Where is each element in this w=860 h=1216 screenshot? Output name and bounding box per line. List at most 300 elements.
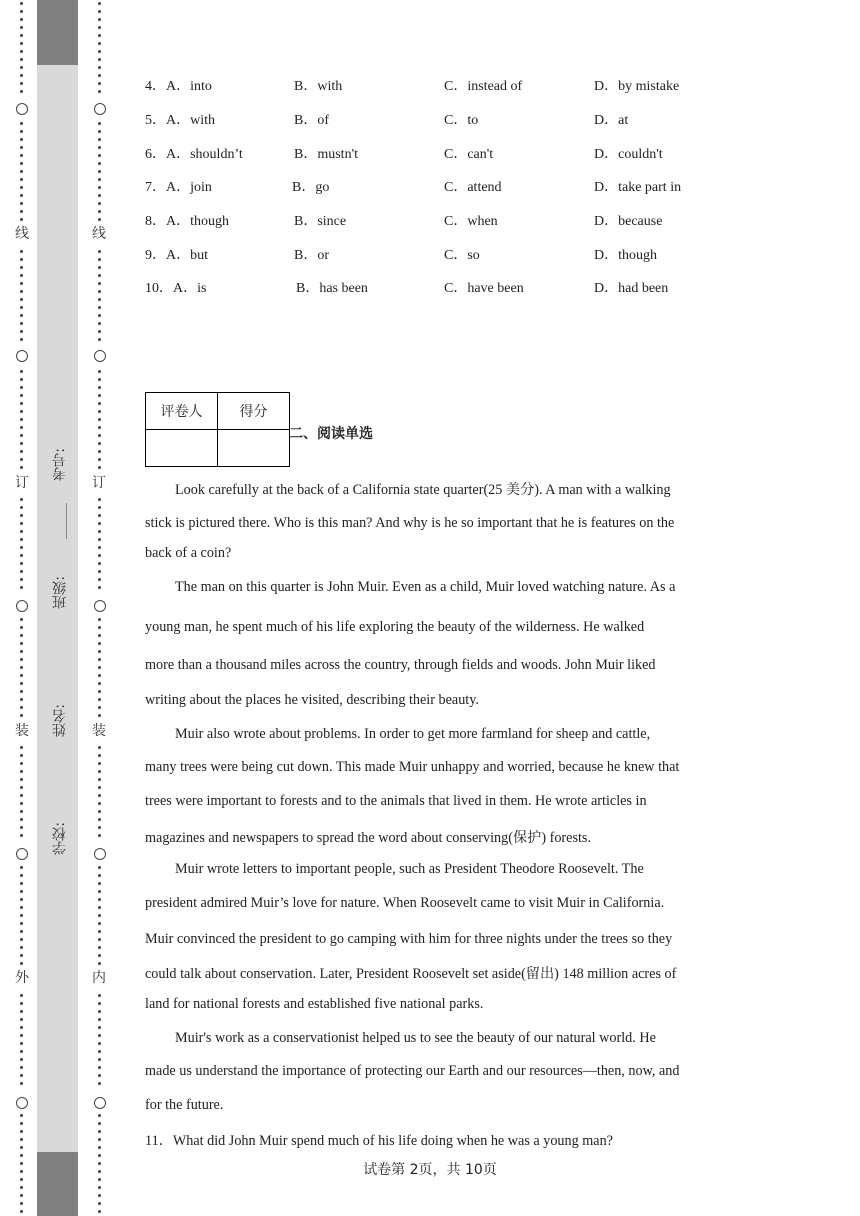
outer-margin-dot bbox=[20, 826, 23, 829]
outer-margin-dot bbox=[20, 810, 23, 813]
outer-margin-dot bbox=[20, 186, 23, 189]
outer-margin-dot bbox=[20, 498, 23, 501]
inner-margin-dot bbox=[98, 546, 101, 549]
outer-margin-dot bbox=[20, 218, 23, 221]
option-b: B．go bbox=[292, 180, 330, 195]
inner-margin-dot bbox=[98, 458, 101, 461]
option-row-5 bbox=[145, 109, 745, 129]
outer-margin-dot bbox=[20, 946, 23, 949]
inner-margin-dot bbox=[98, 218, 101, 221]
inner-margin-dot bbox=[98, 258, 101, 261]
passage-line: Muir's work as a conservationist helped us to see the beauty of our natural world. He bbox=[175, 1030, 656, 1046]
option-d: D．take part in bbox=[594, 180, 682, 195]
outer-margin-dot bbox=[20, 74, 23, 77]
passage-line: more than a thousand miles across the country, through fields and woods. John Muir liked bbox=[145, 657, 656, 673]
inner-margin-dot bbox=[98, 266, 101, 269]
inner-margin-dot bbox=[98, 898, 101, 901]
outer-margin-dot bbox=[20, 282, 23, 285]
inner-margin-dot bbox=[98, 802, 101, 805]
inner-margin-dot bbox=[98, 682, 101, 685]
inner-margin-dot bbox=[98, 770, 101, 773]
outer-margin-dot bbox=[20, 618, 23, 621]
option-b: B．of bbox=[294, 113, 329, 128]
inner-margin-dot bbox=[98, 274, 101, 277]
passage-line: for the future. bbox=[145, 1097, 224, 1113]
inner-margin-dot bbox=[98, 154, 101, 157]
outer-margin-dot bbox=[20, 1146, 23, 1149]
inner-margin-dot bbox=[98, 1034, 101, 1037]
inner-margin-dot bbox=[98, 938, 101, 941]
outer-margin-dot bbox=[20, 706, 23, 709]
passage-line: writing about the places he visited, describing their beauty. bbox=[145, 692, 479, 708]
inner-margin-dot bbox=[98, 1178, 101, 1181]
inner-margin-dot bbox=[98, 746, 101, 749]
outer-margin-dot bbox=[20, 1202, 23, 1205]
inner-margin-dot bbox=[98, 18, 101, 21]
inner-margin-dot bbox=[98, 562, 101, 565]
inner-margin-dot bbox=[98, 674, 101, 677]
option-row-7 bbox=[145, 176, 745, 196]
inner-margin-dot bbox=[98, 890, 101, 893]
option-c: C．have been bbox=[444, 281, 524, 296]
outer-margin-dot bbox=[20, 1138, 23, 1141]
inner-margin-dot bbox=[98, 290, 101, 293]
inner-margin-dot bbox=[98, 1194, 101, 1197]
outer-margin-dot bbox=[20, 642, 23, 645]
outer-margin-dot bbox=[20, 170, 23, 173]
outer-margin-dot bbox=[20, 1026, 23, 1029]
inner-margin-dot bbox=[98, 74, 101, 77]
option-a: 8．A．though bbox=[145, 214, 229, 229]
inner-margin-dot bbox=[98, 330, 101, 333]
outer-margin-dot bbox=[20, 1186, 23, 1189]
inner-margin-dot bbox=[98, 634, 101, 637]
outer-margin-dot bbox=[20, 290, 23, 293]
inner-margin-dot bbox=[98, 1210, 101, 1213]
option-b: B．mustn't bbox=[294, 147, 358, 162]
page-footer: 试卷第 2页，共 10页 bbox=[363, 1162, 497, 1178]
outer-margin-dot bbox=[20, 378, 23, 381]
inner-margin-dot bbox=[98, 922, 101, 925]
field-label-school: 学校: bbox=[52, 822, 68, 855]
inner-margin-dot bbox=[98, 442, 101, 445]
passage-line: could talk about conservation. Later, President Roosevelt set aside(留出) 148 million acres of bbox=[145, 966, 677, 982]
inner-margin-dot bbox=[98, 498, 101, 501]
inner-margin-dot bbox=[98, 578, 101, 581]
outer-margin-dot bbox=[20, 458, 23, 461]
inner-margin-dot bbox=[98, 1042, 101, 1045]
inner-margin-dot bbox=[98, 42, 101, 45]
outer-margin-dot bbox=[20, 1002, 23, 1005]
outer-margin-dot bbox=[20, 298, 23, 301]
inner-margin-dot bbox=[98, 762, 101, 765]
outer-margin-char-wai: 外 bbox=[15, 970, 29, 986]
outer-margin-dot bbox=[20, 258, 23, 261]
inner-margin-dot bbox=[98, 1066, 101, 1069]
option-row-10 bbox=[145, 277, 745, 297]
outer-margin-dot bbox=[20, 58, 23, 61]
passage-line: Muir wrote letters to important people, such as President Theodore Roosevelt. The bbox=[175, 861, 644, 877]
inner-margin-dot bbox=[98, 1026, 101, 1029]
option-a: 9．A．but bbox=[145, 248, 208, 263]
outer-margin-dot bbox=[20, 306, 23, 309]
passage-line: Look carefully at the back of a California state quarter(25 美分). A man with a walking bbox=[175, 482, 671, 498]
inner-margin-dot bbox=[98, 754, 101, 757]
outer-margin-dot bbox=[20, 778, 23, 781]
passage-line: many trees were being cut down. This made Muir unhappy and worried, because he knew that bbox=[145, 759, 680, 775]
outer-margin-dot bbox=[20, 1050, 23, 1053]
option-a: 6．A．shouldn’t bbox=[145, 147, 243, 162]
inner-margin-dot bbox=[98, 298, 101, 301]
inner-margin-dot bbox=[98, 522, 101, 525]
outer-margin-dot bbox=[20, 938, 23, 941]
question-11: 11．What did John Muir spend much of his life doing when he was a young man? bbox=[145, 1133, 613, 1149]
passage-line: Muir also wrote about problems. In order to get more farmland for sheep and cattle, bbox=[175, 726, 651, 742]
outer-margin-dot bbox=[20, 1162, 23, 1165]
inner-margin-dot bbox=[98, 210, 101, 213]
inner-margin-dot bbox=[98, 386, 101, 389]
outer-margin-circle bbox=[16, 600, 28, 612]
inner-margin-char-nei: 内 bbox=[92, 970, 106, 986]
inner-margin-dot bbox=[98, 786, 101, 789]
inner-margin-dot bbox=[98, 370, 101, 373]
outer-margin-dot bbox=[20, 370, 23, 373]
inner-margin-dot bbox=[98, 946, 101, 949]
outer-margin-dot bbox=[20, 1114, 23, 1117]
inner-margin-dot bbox=[98, 706, 101, 709]
inner-margin-dot bbox=[98, 866, 101, 869]
outer-margin-dot bbox=[20, 34, 23, 37]
outer-margin-dot bbox=[20, 1154, 23, 1157]
outer-margin-dot bbox=[20, 1042, 23, 1045]
grader-header: 评卷人 bbox=[146, 393, 218, 430]
inner-margin-dot bbox=[98, 954, 101, 957]
outer-margin-dot bbox=[20, 338, 23, 341]
inner-margin-dot bbox=[98, 26, 101, 29]
inner-margin-dot bbox=[98, 1114, 101, 1117]
inner-margin-dot bbox=[98, 570, 101, 573]
passage-line: made us understand the importance of protecting our Earth and our resources—then, now, and bbox=[145, 1063, 680, 1079]
inner-margin-dot bbox=[98, 874, 101, 877]
outer-margin-dot bbox=[20, 26, 23, 29]
inner-margin-dot bbox=[98, 794, 101, 797]
outer-margin-circle bbox=[16, 1097, 28, 1109]
outer-margin-dot bbox=[20, 122, 23, 125]
outer-margin-dot bbox=[20, 1010, 23, 1013]
inner-margin-dot bbox=[98, 834, 101, 837]
outer-margin-circle bbox=[16, 103, 28, 115]
option-c: C．to bbox=[444, 113, 479, 128]
inner-margin-dot bbox=[98, 1170, 101, 1173]
inner-margin-dot bbox=[98, 250, 101, 253]
outer-margin-dot bbox=[20, 570, 23, 573]
grader-cell[interactable] bbox=[146, 430, 218, 467]
outer-margin-dot bbox=[20, 66, 23, 69]
option-d: D．because bbox=[594, 214, 663, 229]
outer-margin-dot bbox=[20, 930, 23, 933]
outer-margin-dot bbox=[20, 914, 23, 917]
outer-margin-dot bbox=[20, 322, 23, 325]
inner-margin-dot bbox=[98, 194, 101, 197]
inner-margin-circle bbox=[94, 600, 106, 612]
option-a: 4．A．into bbox=[145, 79, 212, 94]
outer-margin-dot bbox=[20, 1082, 23, 1085]
passage-line: stick is pictured there. Who is this man? And why is he so important that he is features on the bbox=[145, 515, 675, 531]
option-row-8 bbox=[145, 210, 745, 230]
outer-margin-dot bbox=[20, 922, 23, 925]
outer-margin-dot bbox=[20, 1210, 23, 1213]
inner-margin-dot bbox=[98, 506, 101, 509]
option-a: 10．A．is bbox=[145, 281, 207, 296]
option-d: D．couldn't bbox=[594, 147, 663, 162]
option-row-4 bbox=[145, 75, 745, 95]
field-label-name: 姓名: bbox=[52, 704, 68, 737]
outer-margin-dot bbox=[20, 178, 23, 181]
outer-margin-dot bbox=[20, 514, 23, 517]
inner-margin-dot bbox=[98, 778, 101, 781]
section-title: 二、阅读单选 bbox=[289, 426, 373, 442]
inner-margin-dot bbox=[98, 1186, 101, 1189]
outer-margin-dot bbox=[20, 586, 23, 589]
outer-margin-dot bbox=[20, 626, 23, 629]
inner-margin-dot bbox=[98, 1074, 101, 1077]
inner-margin-dot bbox=[98, 554, 101, 557]
inner-margin-dot bbox=[98, 690, 101, 693]
inner-margin-dot bbox=[98, 450, 101, 453]
outer-margin-dot bbox=[20, 682, 23, 685]
inner-margin-dot bbox=[98, 618, 101, 621]
inner-margin-dot bbox=[98, 1202, 101, 1205]
inner-margin-dot bbox=[98, 1154, 101, 1157]
outer-margin-dot bbox=[20, 90, 23, 93]
score-header: 得分 bbox=[218, 393, 290, 430]
inner-margin-circle bbox=[94, 1097, 106, 1109]
outer-margin-dot bbox=[20, 1034, 23, 1037]
passage-line: trees were important to forests and to the animals that lived in them. He wrote articles in bbox=[145, 793, 647, 809]
inner-margin-dot bbox=[98, 642, 101, 645]
outer-margin-dot bbox=[20, 802, 23, 805]
inner-margin-dot bbox=[98, 90, 101, 93]
outer-margin-dot bbox=[20, 194, 23, 197]
outer-margin-dot bbox=[20, 890, 23, 893]
outer-margin-dot bbox=[20, 418, 23, 421]
inner-margin-dot bbox=[98, 402, 101, 405]
option-c: C．attend bbox=[444, 180, 502, 195]
outer-margin-dot bbox=[20, 690, 23, 693]
outer-margin-dot bbox=[20, 1178, 23, 1181]
inner-margin-dot bbox=[98, 466, 101, 469]
inner-margin-dot bbox=[98, 1050, 101, 1053]
passage-line: back of a coin? bbox=[145, 545, 232, 561]
option-row-6 bbox=[145, 143, 745, 163]
outer-margin-dot bbox=[20, 162, 23, 165]
inner-margin-dot bbox=[98, 810, 101, 813]
inner-margin-dot bbox=[98, 394, 101, 397]
inner-margin-char-xian: 线 bbox=[92, 226, 106, 242]
outer-margin-dot bbox=[20, 546, 23, 549]
inner-margin-dot bbox=[98, 1162, 101, 1165]
outer-margin-dot bbox=[20, 762, 23, 765]
option-c: C．so bbox=[444, 248, 480, 263]
outer-margin-dot bbox=[20, 954, 23, 957]
outer-margin-dot bbox=[20, 10, 23, 13]
outer-margin-dot bbox=[20, 202, 23, 205]
passage-line: Muir convinced the president to go camping with him for three nights under the trees so they bbox=[145, 931, 673, 947]
inner-margin-dot bbox=[98, 882, 101, 885]
inner-margin-dot bbox=[98, 930, 101, 933]
outer-margin-dot bbox=[20, 1130, 23, 1133]
outer-margin-dot bbox=[20, 18, 23, 21]
outer-margin-dot bbox=[20, 130, 23, 133]
inner-margin-dot bbox=[98, 186, 101, 189]
inner-margin-dot bbox=[98, 66, 101, 69]
inner-margin-dot bbox=[98, 1018, 101, 1021]
outer-margin-dot bbox=[20, 266, 23, 269]
outer-margin-dot bbox=[20, 394, 23, 397]
outer-margin-dot bbox=[20, 906, 23, 909]
passage-line: magazines and newspapers to spread the word about conserving(保护) forests. bbox=[145, 830, 591, 846]
outer-margin-dot bbox=[20, 650, 23, 653]
outer-margin-dot bbox=[20, 882, 23, 885]
inner-margin-dot bbox=[98, 10, 101, 13]
inner-margin-dot bbox=[98, 58, 101, 61]
inner-margin-dot bbox=[98, 666, 101, 669]
inner-margin-dot bbox=[98, 418, 101, 421]
option-a: 5．A．with bbox=[145, 113, 215, 128]
inner-margin-dot bbox=[98, 826, 101, 829]
outer-margin-dot bbox=[20, 834, 23, 837]
inner-margin-dot bbox=[98, 530, 101, 533]
outer-margin-char-zhuang: 装 bbox=[15, 723, 29, 739]
inner-margin-dot bbox=[98, 818, 101, 821]
inner-margin-dot bbox=[98, 162, 101, 165]
option-b: B．since bbox=[294, 214, 347, 229]
outer-margin-dot bbox=[20, 754, 23, 757]
inner-margin-dot bbox=[98, 338, 101, 341]
outer-margin-char-ding: 订 bbox=[15, 475, 29, 491]
outer-margin-dot bbox=[20, 898, 23, 901]
inner-margin-dot bbox=[98, 538, 101, 541]
outer-margin-dot bbox=[20, 506, 23, 509]
option-d: D．by mistake bbox=[594, 79, 680, 94]
inner-margin-dot bbox=[98, 202, 101, 205]
inner-margin-circle bbox=[94, 103, 106, 115]
inner-margin-dot bbox=[98, 1010, 101, 1013]
field-label-class: 班级: bbox=[52, 576, 68, 609]
outer-margin-dot bbox=[20, 794, 23, 797]
score-cell[interactable] bbox=[218, 430, 290, 467]
outer-margin-dot bbox=[20, 434, 23, 437]
outer-margin-dot bbox=[20, 1074, 23, 1077]
inner-margin-circle bbox=[94, 848, 106, 860]
outer-margin-dot bbox=[20, 1058, 23, 1061]
outer-margin-dot bbox=[20, 674, 23, 677]
inner-margin-dot bbox=[98, 514, 101, 517]
outer-margin-dot bbox=[20, 466, 23, 469]
option-d: D．at bbox=[594, 113, 629, 128]
inner-margin-dot bbox=[98, 306, 101, 309]
outer-margin-dot bbox=[20, 538, 23, 541]
inner-margin-char-ding: 订 bbox=[92, 475, 106, 491]
outer-margin-dot bbox=[20, 426, 23, 429]
inner-margin-dot bbox=[98, 322, 101, 325]
outer-margin-dot bbox=[20, 786, 23, 789]
score-table bbox=[145, 392, 290, 467]
option-b: B．has been bbox=[296, 281, 368, 296]
inner-margin-dot bbox=[98, 1146, 101, 1149]
outer-margin-dot bbox=[20, 530, 23, 533]
outer-margin-dot bbox=[20, 666, 23, 669]
inner-margin-dot bbox=[98, 82, 101, 85]
inner-margin-dot bbox=[98, 138, 101, 141]
inner-margin-dot bbox=[98, 586, 101, 589]
outer-margin-dot bbox=[20, 746, 23, 749]
outer-margin-dot bbox=[20, 554, 23, 557]
option-c: C．when bbox=[444, 214, 498, 229]
outer-margin-dot bbox=[20, 562, 23, 565]
outer-margin-dot bbox=[20, 1018, 23, 1021]
inner-margin-char-zhuang: 装 bbox=[92, 723, 106, 739]
outer-margin-dot bbox=[20, 770, 23, 773]
option-c: C．instead of bbox=[444, 79, 523, 94]
outer-margin-dot bbox=[20, 634, 23, 637]
inner-margin-dot bbox=[98, 146, 101, 149]
option-b: B．with bbox=[294, 79, 343, 94]
option-a: 7．A．join bbox=[145, 180, 212, 195]
inner-margin-dot bbox=[98, 314, 101, 317]
outer-margin-dot bbox=[20, 578, 23, 581]
inner-margin-dot bbox=[98, 906, 101, 909]
outer-margin-dot bbox=[20, 442, 23, 445]
outer-margin-dot bbox=[20, 874, 23, 877]
option-row-9 bbox=[145, 244, 745, 264]
inner-margin-dot bbox=[98, 914, 101, 917]
passage-line: young man, he spent much of his life exploring the beauty of the wilderness. He walked bbox=[145, 619, 645, 635]
option-c: C．can't bbox=[444, 147, 494, 162]
outer-margin-dot bbox=[20, 866, 23, 869]
outer-margin-dot bbox=[20, 1122, 23, 1125]
inner-margin-dot bbox=[98, 34, 101, 37]
inner-margin-dot bbox=[98, 714, 101, 717]
outer-margin-dot bbox=[20, 2, 23, 5]
field-line-exam-number bbox=[66, 503, 67, 539]
passage-line: president admired Muir’s love for nature. When Roosevelt came to visit Muir in California. bbox=[145, 895, 665, 911]
option-d: D．though bbox=[594, 248, 657, 263]
outer-margin-dot bbox=[20, 50, 23, 53]
inner-margin-dot bbox=[98, 658, 101, 661]
inner-margin-dot bbox=[98, 410, 101, 413]
inner-margin-dot bbox=[98, 962, 101, 965]
inner-margin-dot bbox=[98, 122, 101, 125]
outer-margin-dot bbox=[20, 314, 23, 317]
outer-margin-dot bbox=[20, 962, 23, 965]
outer-margin-dot bbox=[20, 274, 23, 277]
outer-margin-dot bbox=[20, 42, 23, 45]
binding-strip-top-block bbox=[37, 0, 78, 65]
outer-margin-dot bbox=[20, 994, 23, 997]
inner-margin-dot bbox=[98, 282, 101, 285]
outer-margin-dot bbox=[20, 698, 23, 701]
inner-margin-dot bbox=[98, 650, 101, 653]
inner-margin-dot bbox=[98, 626, 101, 629]
inner-margin-dot bbox=[98, 130, 101, 133]
inner-margin-circle bbox=[94, 350, 106, 362]
option-b: B．or bbox=[294, 248, 329, 263]
inner-margin-dot bbox=[98, 178, 101, 181]
inner-margin-dot bbox=[98, 434, 101, 437]
option-d: D．had been bbox=[594, 281, 669, 296]
outer-margin-dot bbox=[20, 1066, 23, 1069]
